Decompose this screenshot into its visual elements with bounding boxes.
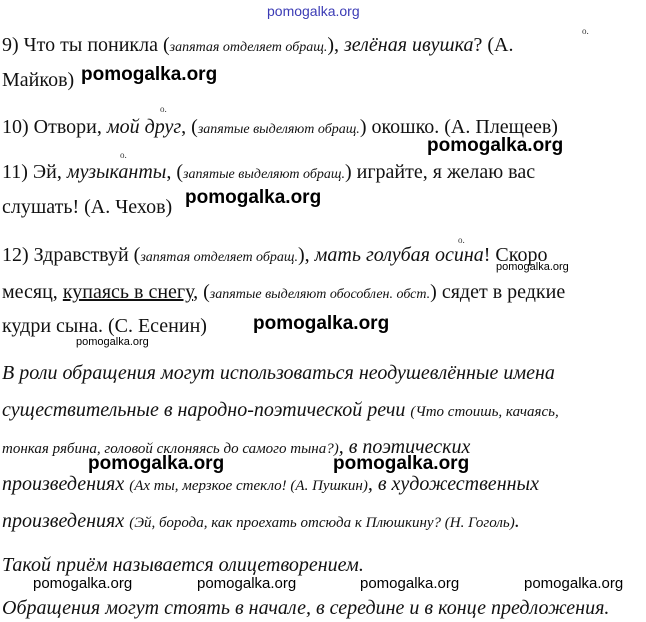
watermark: pomogalka.org <box>253 313 390 334</box>
punctuation-note: запятые выделяют обособлен. обст. <box>209 287 431 302</box>
stress-mark: о. <box>160 104 167 114</box>
watermark-top: pomogalka.org <box>267 3 360 19</box>
watermark-small: pomogalka.org <box>76 336 149 348</box>
watermark: pomogalka.org <box>524 575 624 592</box>
stress-mark: о. <box>458 235 465 245</box>
watermark: pomogalka.org <box>81 64 218 85</box>
address-phrase: музыканты <box>66 161 167 183</box>
rule-example: тонкая рябина, головой склоняясь до самого тына?) <box>2 441 339 457</box>
address-phrase: мой друг <box>106 116 182 138</box>
example-11-line-1: 11) Эй, музыканты, (запятые выделяют обращ.) играйте, я желаю вас <box>2 161 536 183</box>
stress-mark: о. <box>120 150 127 160</box>
personification-line: Такой приём называется олицетворением. <box>2 554 364 576</box>
example-11-line-2: слушать! (А. Чехов) <box>2 196 173 218</box>
stress-mark: о. <box>582 26 589 36</box>
rule-example: (Эй, борода, как проехать отсюда к Плюшкину? (Н. Гоголь) <box>129 515 515 531</box>
punctuation-note: запятая отделяет обращ. <box>169 40 328 55</box>
watermark: pomogalka.org <box>360 575 460 592</box>
rule-line-4: произведениях (Ах ты, мерзкое стекло! (А. Пушкин), в художественных <box>2 473 539 495</box>
position-rule-line: Обращения могут стоять в начале, в середине и в конце предложения. <box>2 597 610 619</box>
example-9-line-2: Майков) <box>2 69 75 91</box>
rule-line-2: существительные в народно-поэтической речи (Что стоишь, качаясь, <box>2 399 559 421</box>
punctuation-note: запятые выделяют обращ. <box>197 122 360 137</box>
watermark: pomogalka.org <box>333 453 470 474</box>
rule-line-3: тонкая рябина, головой склоняясь до самого тына?), в поэтических <box>2 436 471 458</box>
watermark-small: pomogalka.org <box>496 261 569 273</box>
punctuation-note: запятые выделяют обращ. <box>183 167 345 182</box>
punctuation-note: запятая отделяет обращ. <box>140 250 298 265</box>
rule-example: (Что стоишь, качаясь, <box>410 404 559 420</box>
address-phrase: мать голубая осина <box>314 244 484 266</box>
watermark: pomogalka.org <box>33 575 133 592</box>
underlined-phrase: купаясь в снегу <box>62 281 194 303</box>
rule-line-5: произведениях (Эй, борода, как проехать отсюда к Плюшкину? (Н. Гоголь). <box>2 510 520 532</box>
example-12-line-2: месяц, купаясь в снегу, (запятые выделяют обособлен. обст.) сядет в редкие <box>2 281 566 303</box>
watermark: pomogalka.org <box>185 187 322 208</box>
rule-line-1: В роли обращения могут использоваться неодушевлённые имена <box>2 362 555 384</box>
example-9-line-1: 9) Что ты поникла (запятая отделяет обращ.), зелёная ивушка? (А. <box>2 34 514 56</box>
example-12-line-1: 12) Здравствуй (запятая отделяет обращ.), мать голубая осина! Скоро <box>2 244 548 266</box>
address-phrase: зелёная ивушка <box>344 34 474 56</box>
example-12-line-3: кудри сына. (С. Есенин) <box>2 315 207 337</box>
example-10-line: 10) Отвори, мой друг, (запятые выделяют обращ.) окошко. (А. Плещеев) <box>2 116 558 138</box>
watermark: pomogalka.org <box>197 575 297 592</box>
watermark: pomogalka.org <box>427 135 564 156</box>
rule-example: (Ах ты, мерзкое стекло! (А. Пушкин) <box>129 478 368 494</box>
watermark: pomogalka.org <box>88 453 225 474</box>
